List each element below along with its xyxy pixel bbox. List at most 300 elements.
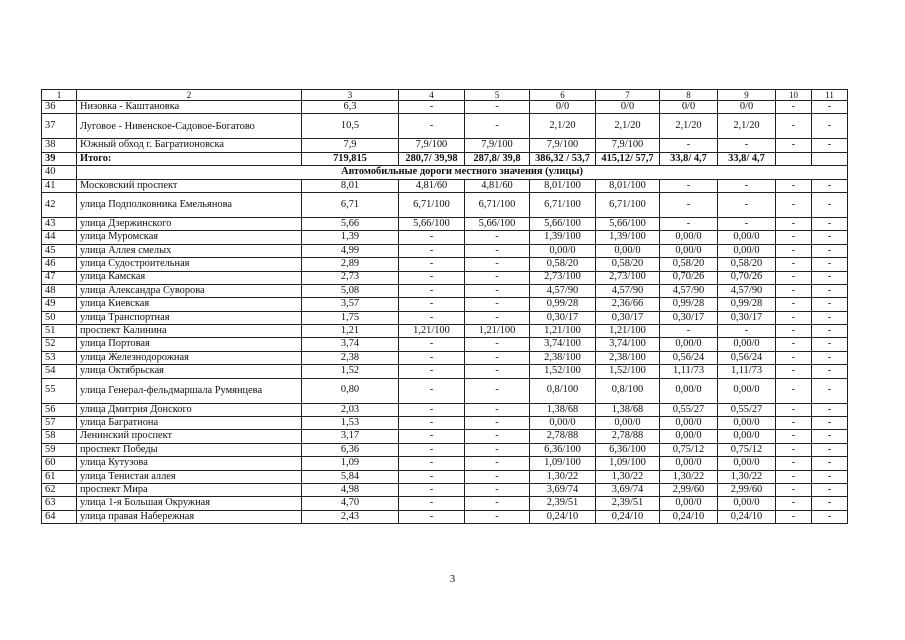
value-cell: - [718,192,776,217]
value-cell: - [465,470,530,483]
road-name-cell: проспект Мира [77,483,302,496]
value-cell: 0,00/0 [660,430,718,443]
table-row [42,179,848,192]
value-cell: - [399,298,465,311]
value-cell: 2,89 [302,258,399,271]
road-name-cell: улица Дзержинского [77,217,302,230]
value-cell: 7,9/100 [530,139,596,152]
value-cell: 6,71 [302,192,399,217]
value-cell: - [812,179,848,192]
value-cell: - [776,443,812,456]
road-name-cell: улица Октябрьская [77,365,302,378]
value-cell: 0,8/100 [530,378,596,403]
value-cell: - [465,101,530,114]
value-cell: 0,70/26 [660,271,718,284]
row-number-cell: 41 [42,179,77,192]
table-row [42,192,848,217]
value-cell: 0,80 [302,378,399,403]
column-number-cell: 5 [465,90,530,101]
value-cell: 2,1/20 [660,114,718,139]
value-cell: 6,36/100 [530,443,596,456]
value-cell: 2,43 [302,510,399,523]
road-name-cell: улица Аллея смелых [77,244,302,257]
value-cell: 0,00/0 [660,417,718,430]
value-cell: 0,00/0 [660,244,718,257]
value-cell: - [399,258,465,271]
column-number-cell: 7 [596,90,660,101]
value-cell: 1,39/100 [530,231,596,244]
value-cell: 0,24/10 [530,510,596,523]
value-cell: - [399,244,465,257]
value-cell: - [399,271,465,284]
table-row [42,101,848,114]
value-cell: 0,58/20 [530,258,596,271]
road-name-cell: проспект Победы [77,443,302,456]
value-cell: - [399,497,465,510]
row-number-cell: 52 [42,338,77,351]
row-number-cell: 50 [42,311,77,324]
value-cell: 0,58/20 [718,258,776,271]
row-number-cell: 42 [42,192,77,217]
value-cell: 1,30/22 [660,470,718,483]
value-cell: 1,75 [302,311,399,324]
value-cell: - [465,417,530,430]
value-cell: 0,56/24 [660,351,718,364]
value-cell: 0,00/0 [718,231,776,244]
value-cell: 4,70 [302,497,399,510]
value-cell: 3,69/74 [596,483,660,496]
road-name-cell: улица Муромская [77,231,302,244]
value-cell: 0,00/0 [718,244,776,257]
value-cell: 2,73/100 [530,271,596,284]
value-cell: - [399,338,465,351]
column-number-cell: 11 [812,90,848,101]
value-cell: 33,8/ 4,7 [718,152,776,165]
value-cell: - [399,443,465,456]
value-cell: 6,71/100 [465,192,530,217]
value-cell: 1,52/100 [596,365,660,378]
value-cell: - [812,325,848,338]
value-cell: 6,71/100 [530,192,596,217]
value-cell: 1,21/100 [596,325,660,338]
road-name-cell: улица Транспортная [77,311,302,324]
table-header-row [42,90,848,101]
value-cell: 0,99/28 [718,298,776,311]
value-cell: 1,30/22 [718,470,776,483]
value-cell: 0,00/0 [660,231,718,244]
value-cell: 0,55/27 [660,403,718,416]
value-cell: 2,73/100 [596,271,660,284]
value-cell: 3,74/100 [530,338,596,351]
value-cell: 1,09 [302,457,399,470]
value-cell: - [776,497,812,510]
value-cell: - [399,114,465,139]
value-cell: 0,00/0 [596,417,660,430]
table-row [42,298,848,311]
value-cell: 4,57/90 [530,284,596,297]
value-cell: 1,11/73 [660,365,718,378]
row-number-cell: 58 [42,430,77,443]
value-cell: - [465,244,530,257]
value-cell: 8,01/100 [596,179,660,192]
value-cell: 6,71/100 [596,192,660,217]
value-cell: 0,8/100 [596,378,660,403]
value-cell: 5,66/100 [530,217,596,230]
value-cell: 1,39/100 [596,231,660,244]
value-cell: 415,12/ 57,7 [596,152,660,165]
value-cell: 0,00/0 [596,244,660,257]
row-number-cell: 59 [42,443,77,456]
value-cell: 5,08 [302,284,399,297]
table-row [42,497,848,510]
row-number-cell: 37 [42,114,77,139]
value-cell: 1,38/68 [530,403,596,416]
value-cell: - [399,483,465,496]
value-cell: 4,57/90 [660,284,718,297]
value-cell: - [465,365,530,378]
value-cell: - [776,457,812,470]
value-cell: 8,01 [302,179,399,192]
value-cell: - [465,378,530,403]
table-row [42,351,848,364]
value-cell: 4,57/90 [718,284,776,297]
value-cell: - [399,101,465,114]
value-cell: - [465,497,530,510]
value-cell: 386,32 / 53,7 [530,152,596,165]
table-row [42,470,848,483]
value-cell: 5,84 [302,470,399,483]
value-cell: 0,30/17 [530,311,596,324]
value-cell: - [660,217,718,230]
value-cell: - [465,284,530,297]
column-number-cell: 1 [42,90,77,101]
value-cell: - [399,510,465,523]
table-row [42,365,848,378]
value-cell: 4,81/60 [399,179,465,192]
table-row [42,231,848,244]
value-cell: 0,00/0 [530,417,596,430]
table-row [42,443,848,456]
value-cell: - [812,217,848,230]
value-cell: - [812,258,848,271]
value-cell: 2,1/20 [530,114,596,139]
value-cell: - [812,271,848,284]
value-cell: 5,66 [302,217,399,230]
road-name-cell: улица Александра Суворова [77,284,302,297]
row-number-cell: 48 [42,284,77,297]
value-cell: - [812,192,848,217]
value-cell: 2,1/20 [596,114,660,139]
value-cell: 6,3 [302,101,399,114]
value-cell: - [465,483,530,496]
value-cell: 0,00/0 [530,244,596,257]
value-cell: - [812,378,848,403]
value-cell: - [776,231,812,244]
table-row [42,510,848,523]
value-cell: - [776,217,812,230]
value-cell: 0,24/10 [660,510,718,523]
value-cell: 2,36/66 [596,298,660,311]
value-cell: 3,17 [302,430,399,443]
value-cell: 1,21/100 [530,325,596,338]
value-cell: - [776,101,812,114]
value-cell: 7,9 [302,139,399,152]
column-number-cell: 9 [718,90,776,101]
value-cell: - [465,114,530,139]
value-cell: 1,39 [302,231,399,244]
row-number-cell: 62 [42,483,77,496]
value-cell: - [465,271,530,284]
value-cell: - [776,284,812,297]
table-row [42,457,848,470]
value-cell: - [776,510,812,523]
value-cell: 0,00/0 [718,457,776,470]
road-name-cell: улица Камская [77,271,302,284]
value-cell: 0,00/0 [718,417,776,430]
value-cell: 0,70/26 [718,271,776,284]
value-cell: 2,38/100 [530,351,596,364]
road-name-cell: Ленинский проспект [77,430,302,443]
road-name-cell: улица Кутузова [77,457,302,470]
value-cell: 280,7/ 39,98 [399,152,465,165]
value-cell: 2,99/60 [660,483,718,496]
value-cell: - [465,351,530,364]
road-name-cell: улица правая Набережная [77,510,302,523]
value-cell: 0,99/28 [660,298,718,311]
value-cell: - [812,430,848,443]
table-row [42,139,848,152]
value-cell: - [812,443,848,456]
value-cell: - [776,139,812,152]
road-name-cell: улица Киевская [77,298,302,311]
road-name-cell: улица Дмитрия Донского [77,403,302,416]
value-cell: 0,30/17 [660,311,718,324]
value-cell: - [812,311,848,324]
row-number-cell: 55 [42,378,77,403]
value-cell: 6,36/100 [596,443,660,456]
value-cell: - [776,470,812,483]
road-name-cell: Московский проспект [77,179,302,192]
value-cell: 0/0 [718,101,776,114]
value-cell: - [812,284,848,297]
row-number-cell: 46 [42,258,77,271]
value-cell: - [812,338,848,351]
road-name-cell: улица Железнодорожная [77,351,302,364]
value-cell: 1,11/73 [718,365,776,378]
row-number-cell: 64 [42,510,77,523]
value-cell: 2,1/20 [718,114,776,139]
value-cell: - [812,483,848,496]
value-cell: 6,71/100 [399,192,465,217]
value-cell: - [718,179,776,192]
value-cell: - [399,403,465,416]
value-cell: - [660,139,718,152]
value-cell: 0,00/0 [660,378,718,403]
row-number-cell: 47 [42,271,77,284]
value-cell: - [465,231,530,244]
road-name-cell: улица Багратиона [77,417,302,430]
value-cell: 1,09/100 [596,457,660,470]
value-cell: - [812,497,848,510]
value-cell: 2,39/51 [596,497,660,510]
value-cell: - [718,139,776,152]
value-cell: 6,36 [302,443,399,456]
table-row [42,258,848,271]
value-cell: - [465,510,530,523]
value-cell: 4,57/90 [596,284,660,297]
value-cell: - [399,470,465,483]
value-cell: 3,57 [302,298,399,311]
column-number-cell: 3 [302,90,399,101]
value-cell: 0,56/24 [718,351,776,364]
table-row [42,244,848,257]
value-cell: - [660,325,718,338]
column-number-cell: 8 [660,90,718,101]
row-number-cell: 38 [42,139,77,152]
value-cell: - [776,311,812,324]
section-row [42,166,848,179]
value-cell: - [776,338,812,351]
value-cell: - [399,378,465,403]
row-number-cell: 61 [42,470,77,483]
value-cell: 1,53 [302,417,399,430]
value-cell: 2,03 [302,403,399,416]
value-cell: 0,00/0 [660,497,718,510]
value-cell: 0,00/0 [660,457,718,470]
value-cell: - [812,470,848,483]
value-cell: 7,9/100 [399,139,465,152]
value-cell: 0,00/0 [718,430,776,443]
value-cell: 2,38 [302,351,399,364]
value-cell: - [660,179,718,192]
value-cell: 0,58/20 [596,258,660,271]
value-cell: 5,66/100 [465,217,530,230]
value-cell: 8,01/100 [530,179,596,192]
row-number-cell: 49 [42,298,77,311]
road-name-cell: проспект Калинина [77,325,302,338]
value-cell: 5,66/100 [596,217,660,230]
value-cell: 4,81/60 [465,179,530,192]
road-name-cell: Низовка - Каштановка [77,101,302,114]
value-cell: - [812,231,848,244]
value-cell: 0,24/10 [596,510,660,523]
value-cell: 0,75/12 [718,443,776,456]
value-cell: - [776,403,812,416]
value-cell: 2,78/88 [596,430,660,443]
value-cell: 0/0 [596,101,660,114]
value-cell: 287,8/ 39,8 [465,152,530,165]
table-row [42,325,848,338]
value-cell: - [465,403,530,416]
road-name-cell: Луговое - Нивенское-Садовое-Богатово [77,114,302,139]
value-cell: - [465,457,530,470]
value-cell: 3,69/74 [530,483,596,496]
value-cell: 2,78/88 [530,430,596,443]
row-number-cell: 36 [42,101,77,114]
value-cell: 2,38/100 [596,351,660,364]
value-cell: 0,30/17 [596,311,660,324]
value-cell [776,152,812,165]
table-row [42,430,848,443]
value-cell: - [399,231,465,244]
value-cell: 0,75/12 [660,443,718,456]
table-row [42,284,848,297]
value-cell: 5,66/100 [399,217,465,230]
value-cell: - [812,365,848,378]
value-cell: - [718,325,776,338]
value-cell: 3,74 [302,338,399,351]
value-cell: - [465,443,530,456]
table-row [42,417,848,430]
roads-table [41,89,848,524]
value-cell: 1,30/22 [530,470,596,483]
table-row [42,114,848,139]
value-cell: 1,30/22 [596,470,660,483]
table-row [42,483,848,496]
column-number-cell: 10 [776,90,812,101]
row-number-cell: 39 [42,152,77,165]
value-cell: 719,815 [302,152,399,165]
value-cell: - [776,483,812,496]
value-cell: - [718,217,776,230]
value-cell: - [776,179,812,192]
value-cell: - [399,365,465,378]
value-cell: - [465,338,530,351]
value-cell: 0,00/0 [718,338,776,351]
column-number-cell: 4 [399,90,465,101]
value-cell: - [812,403,848,416]
page-number: 3 [449,573,456,585]
road-name-cell: улица Тенистая аллея [77,470,302,483]
value-cell: 10,5 [302,114,399,139]
road-name-cell: улица 1-я Большая Окружная [77,497,302,510]
value-cell: 1,21/100 [399,325,465,338]
value-cell: - [776,378,812,403]
value-cell: - [812,417,848,430]
value-cell: - [776,244,812,257]
value-cell: - [465,298,530,311]
value-cell: 1,09/100 [530,457,596,470]
value-cell: - [776,365,812,378]
value-cell: - [776,351,812,364]
value-cell: - [399,457,465,470]
table-row [42,403,848,416]
value-cell: 0,58/20 [660,258,718,271]
value-cell: - [465,258,530,271]
value-cell: - [776,430,812,443]
value-cell: 1,21/100 [465,325,530,338]
road-name-cell: улица Генерал-фельдмаршала Румянцева [77,378,302,403]
value-cell: - [812,101,848,114]
value-cell: 0,00/0 [718,497,776,510]
value-cell: 0/0 [660,101,718,114]
value-cell: - [776,271,812,284]
value-cell: - [399,417,465,430]
value-cell: 33,8/ 4,7 [660,152,718,165]
value-cell: 0/0 [530,101,596,114]
row-number-cell: 40 [42,166,77,179]
table-row [42,378,848,403]
road-name-cell: улица Портовая [77,338,302,351]
value-cell: - [660,192,718,217]
value-cell: - [776,325,812,338]
value-cell: 7,9/100 [596,139,660,152]
row-number-cell: 60 [42,457,77,470]
value-cell: - [399,284,465,297]
row-number-cell: 51 [42,325,77,338]
road-name-cell: улица Судостроительная [77,258,302,271]
value-cell: 0,24/10 [718,510,776,523]
